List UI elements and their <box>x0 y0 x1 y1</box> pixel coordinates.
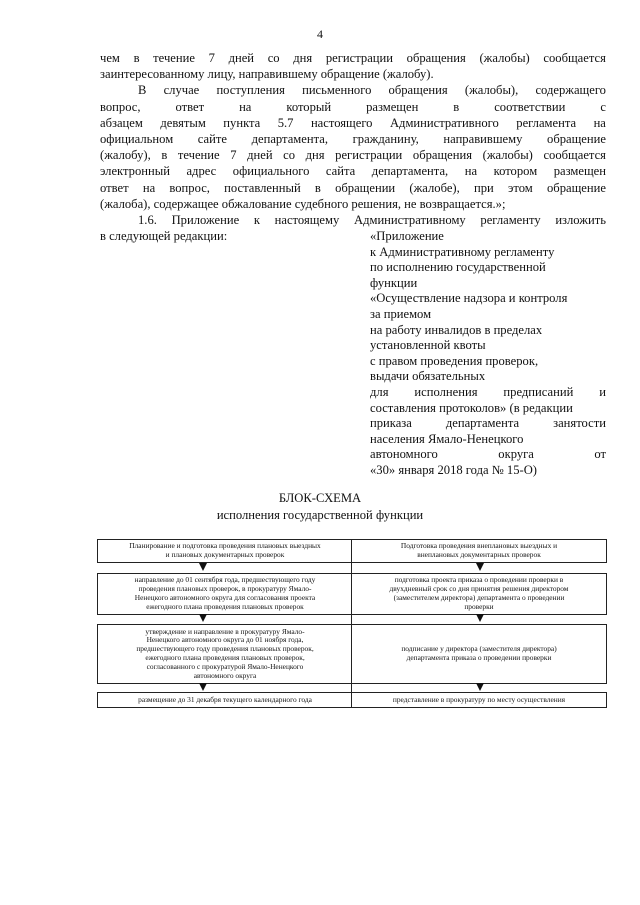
box-text-line: направление до 01 сентября года, предшествующего году <box>134 575 316 585</box>
word: дня <box>293 51 313 65</box>
appendix-line: функции <box>370 275 418 290</box>
word: исполнения <box>414 384 478 399</box>
word: официального <box>232 164 310 179</box>
word: с <box>600 99 606 114</box>
box-text-line: проверки <box>464 601 494 611</box>
word: дней <box>228 51 255 65</box>
word: В <box>138 83 147 98</box>
word: ответ <box>175 99 205 114</box>
p3-line-2: в следующей редакции: <box>100 229 228 244</box>
word: от <box>594 447 606 462</box>
word: пункта <box>223 115 261 130</box>
appendix-line: по исполнению государственной <box>370 260 546 275</box>
word: размещен <box>366 99 419 114</box>
word: в <box>453 99 460 114</box>
appendix-line <box>370 416 606 432</box>
p2-line-7 <box>100 180 606 196</box>
word: изложить <box>555 212 606 227</box>
word: занятости <box>553 416 606 431</box>
right-box-4 <box>351 692 607 708</box>
box-text-line: Ненецкого автономного округа для согласования проекта <box>134 593 316 602</box>
word: на <box>464 164 478 179</box>
word: (жалобы) <box>482 148 533 163</box>
word: приказа <box>370 416 412 431</box>
word: 7 <box>208 51 215 65</box>
word: 5.7 <box>277 115 294 130</box>
appendix-line: с правом проведения проверок, <box>370 353 539 368</box>
word: размещен <box>553 164 606 179</box>
appendix-line: выдачи обязательных <box>370 369 486 384</box>
word: Приложение <box>171 212 240 227</box>
box-text-line: подписание у директора (заместителя директора) <box>401 644 557 654</box>
word: на <box>593 115 606 130</box>
word: дней <box>247 148 273 163</box>
word: регистрации <box>335 148 403 163</box>
left-arrow-3 <box>199 683 207 691</box>
appendix-line: населения Ямало-Ненецкого <box>370 431 524 446</box>
right-box-2 <box>351 573 607 615</box>
word: сайте <box>197 131 227 146</box>
word: Административного <box>389 115 499 130</box>
word: поставленный <box>224 180 301 195</box>
appendix-line: «Осуществление надзора и контроля <box>370 291 568 306</box>
word: сообщается <box>543 148 606 163</box>
word: ответ <box>100 180 129 195</box>
word: девятым <box>160 115 206 130</box>
p2-line-5 <box>100 147 606 163</box>
word: электронный <box>100 164 170 179</box>
right-arrow-3 <box>476 683 484 691</box>
word: поступления <box>216 83 285 98</box>
word: течение <box>153 51 195 65</box>
p2-line-6 <box>100 163 606 179</box>
word: вопрос, <box>100 99 141 114</box>
word: (жалобе), <box>409 180 460 195</box>
word: направившему <box>443 131 523 146</box>
appendix-line: «30» января 2018 года № 15-О) <box>370 462 537 477</box>
left-arrow-2 <box>199 614 207 622</box>
box-text-line: внеплановых документарных проверок <box>417 550 541 559</box>
left-arrow-1 <box>199 563 207 571</box>
word: адрес <box>186 164 217 179</box>
word: (жалобы), <box>464 83 519 98</box>
word: на <box>239 99 252 114</box>
word: для <box>370 384 389 399</box>
word: случае <box>163 83 200 98</box>
word: департамента, <box>251 131 328 146</box>
word: котором <box>493 164 538 179</box>
left-box-1 <box>97 539 353 563</box>
word: предписаний <box>503 384 574 399</box>
p1-line-2: заинтересованному лицу, направившему обращение (жалобу). <box>100 67 434 82</box>
word: Административному <box>353 212 466 227</box>
word: департамента, <box>371 164 449 179</box>
word: обращения <box>388 83 448 98</box>
box-text-line: согласованного с прокуратурой Ямало-Ненецкого <box>146 661 304 671</box>
word: в <box>161 148 168 163</box>
box-text-line: (заместителем директора) департамента о проведении <box>393 593 565 602</box>
word: в <box>314 180 321 195</box>
page-number: 4 <box>317 27 323 41</box>
p2-line-4 <box>100 131 606 147</box>
word: вопрос, <box>169 180 210 195</box>
left-box-3 <box>97 624 353 684</box>
box-text-line: автономного округа <box>193 670 257 680</box>
word: 7 <box>230 148 237 163</box>
word: дня <box>305 148 325 163</box>
appendix-line: на работу инвалидов в пределах <box>370 322 543 337</box>
scheme-title: БЛОК-СХЕМА <box>278 491 362 505</box>
word: 1.6. <box>138 212 157 227</box>
appendix-line: составления протоколов» (в редакции <box>370 400 573 415</box>
word: гражданину, <box>352 131 419 146</box>
box-text-line: ежегодного плана проведения плановых проверок <box>146 601 304 611</box>
word: который <box>286 99 332 114</box>
box-text-line: предшествующего году проведения плановых проверок, <box>136 644 314 654</box>
scheme-subtitle: исполнения государственной функции <box>216 508 424 522</box>
word: со <box>267 51 280 65</box>
right-box-1 <box>351 539 607 563</box>
word: соответствии <box>494 99 566 114</box>
p2-line-2 <box>100 99 606 115</box>
right-arrow-1 <box>476 563 484 571</box>
word: обращение <box>547 131 606 146</box>
word: абзацем <box>100 115 143 130</box>
appendix-line: за приемом <box>370 306 432 321</box>
word: обращении <box>335 180 396 195</box>
body-text <box>100 50 606 244</box>
word: сайта <box>325 164 356 179</box>
left-box-4 <box>97 692 353 708</box>
word: (жалобы) <box>479 51 530 65</box>
word: сообщается <box>543 51 606 65</box>
word: на <box>142 180 156 195</box>
p2-line-3 <box>100 115 606 131</box>
appendix-line <box>370 385 606 401</box>
word: департамента <box>445 416 520 431</box>
left-box-2 <box>97 573 353 615</box>
word: регистрации <box>325 51 394 65</box>
word: этом <box>507 180 533 195</box>
word: настоящего <box>310 115 373 130</box>
word: настоящему <box>274 212 340 227</box>
appendix-line: установленной квоты <box>370 338 486 353</box>
box-text-line: и плановых документарных проверок <box>165 550 285 559</box>
p3-line-1 <box>100 212 606 228</box>
word: регламента <box>516 115 577 130</box>
box-text-line: утверждение и направление в прокуратуру Ямало- <box>145 626 305 636</box>
word: со <box>283 148 296 163</box>
word: течение <box>177 148 220 163</box>
word: округа <box>498 447 534 462</box>
box-text-line: двухдневный срок со дня принятия решения директором <box>389 584 569 594</box>
word: обращения <box>406 51 466 65</box>
box-text-line: подготовка проекта приказа о проведении проверки в <box>394 575 564 585</box>
word: официальном <box>100 131 174 146</box>
p2-line-1 <box>100 82 606 98</box>
box-text-line: департамента приказа о проведении проверки <box>406 653 552 662</box>
word: письменного <box>302 83 372 98</box>
p1-line-1 <box>100 50 606 66</box>
word: к <box>253 212 260 227</box>
word: (жалобу), <box>100 148 151 163</box>
word: содержащего <box>535 83 606 98</box>
box-text-line: размещение до 31 декабря текущего календарного года <box>138 694 312 704</box>
word: и <box>599 384 606 399</box>
box-text-line: проведения плановых проверок, в прокуратуру Ямало- <box>138 584 312 594</box>
appendix-line <box>370 447 606 463</box>
appendix-header <box>370 229 606 479</box>
box-text-line: представление в прокуратуру по месту осуществления <box>392 694 566 704</box>
box-text-line: Планирование и подготовка проведения плановых выездных <box>129 541 321 551</box>
p2-line-8: (жалоба), содержащее обжалование судебного решения, не возвращается.»; <box>100 196 506 211</box>
appendix-line: «Приложение <box>370 229 444 243</box>
word: чем <box>100 51 120 65</box>
box-text-line: ежегодного плана проведения плановых проверок, <box>145 653 305 662</box>
right-box-3 <box>351 624 607 684</box>
word: обращения <box>412 148 473 163</box>
box-text-line: Ненецкого автономного округа до 01 ноября года, <box>146 635 304 645</box>
word: обращение <box>546 180 606 195</box>
right-arrow-2 <box>476 614 484 622</box>
word: регламенту <box>480 212 541 227</box>
word: в <box>133 51 140 65</box>
word: при <box>473 180 494 195</box>
box-text-line: Подготовка проведения внеплановых выездных и <box>400 541 558 551</box>
appendix-line: к Административному регламенту <box>370 244 555 259</box>
word: автономного <box>370 447 438 462</box>
